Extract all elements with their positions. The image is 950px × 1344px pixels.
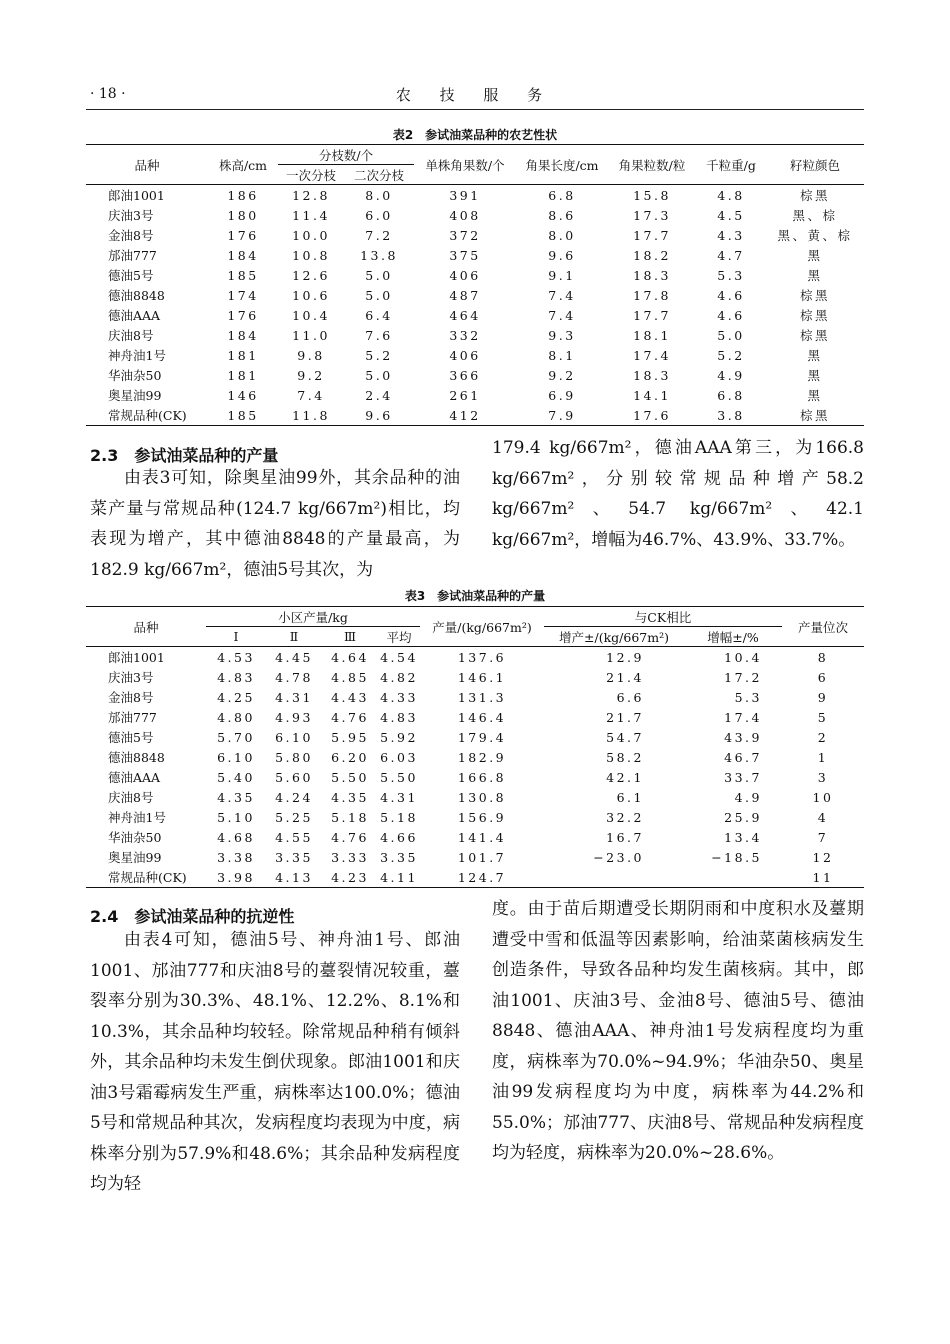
table-cell: 17.3	[633, 207, 671, 223]
table-cell: 25.9	[724, 809, 762, 825]
table-cell: 6	[817, 669, 829, 685]
table-cell: 372	[449, 227, 481, 243]
table-cell: 3	[817, 769, 829, 785]
table-cell: 5.95	[331, 729, 369, 745]
table-cell: 17.7	[633, 227, 671, 243]
t3-h-avg: 平均	[378, 627, 420, 647]
table-cell: 德油AAA	[108, 308, 161, 323]
table-cell: 464	[449, 307, 481, 323]
section-2-4-title: 2.4 参试油菜品种的抗逆性	[90, 907, 295, 926]
table-row	[86, 827, 864, 847]
table-cell: 常规品种(CK)	[108, 870, 187, 885]
table3	[86, 606, 864, 888]
table-cell: 137.6	[457, 649, 507, 665]
table-cell: 176	[227, 307, 259, 323]
table-cell: 5.2	[365, 347, 393, 363]
table-cell: 7	[817, 829, 829, 845]
table-cell: 1	[817, 749, 829, 765]
table-cell: 4.24	[275, 789, 313, 805]
t2-h-color: 籽粒颜色	[766, 145, 864, 185]
table-cell: 3.33	[331, 849, 369, 865]
table-cell	[684, 867, 782, 888]
table-cell: 4.13	[275, 869, 313, 885]
table-cell: 17.2	[724, 669, 762, 685]
table-cell: 146	[227, 387, 259, 403]
table-cell: 德油5号	[108, 730, 154, 745]
table-cell: 185	[227, 407, 259, 423]
table-row	[86, 687, 864, 707]
table-cell: 4.82	[380, 669, 418, 685]
table-cell: 176	[227, 227, 259, 243]
table-cell: 4.45	[275, 649, 313, 665]
table-cell: 9.6	[365, 407, 393, 423]
table-cell: 58.2	[606, 749, 644, 765]
t3-h-rate: 增幅±/%	[684, 627, 782, 647]
table-row	[86, 647, 864, 668]
table-cell: 101.7	[457, 849, 507, 865]
section-2-3-left-text	[90, 463, 460, 585]
table-cell: 6.1	[616, 789, 644, 805]
table-cell: 186	[227, 187, 259, 203]
table-cell: 32.2	[606, 809, 644, 825]
table-cell: 4.43	[331, 689, 369, 705]
table-cell: 5.70	[217, 729, 255, 745]
table-cell: 4.6	[717, 287, 745, 303]
table-cell: 4.23	[331, 869, 369, 885]
table-cell: 德油8848	[108, 288, 165, 303]
t2-h-primary: 一次分枝	[278, 165, 344, 185]
table-cell: 棕黑	[799, 188, 830, 203]
table-cell: 5.80	[275, 749, 313, 765]
paragraph: 由表4可知，德油5号、神舟油1号、郎油1001、邡油777和庆油8号的薹裂情况较重，薹裂率分别为30.3%、48.1%、12.2%、8.1%和10.3%，其余品种均较轻。除常规品种稍有倾斜外，其余品种均未发生倒伏现象。郎油1001和庆油3号霜霉病发生严重，病株率达100.0%；德油5号和常规品种其次，发病程度均表现为中度，病株率分别为57.9%和48.6%；其余品种发病程度均为轻	[90, 930, 460, 1194]
table-cell: 2.4	[365, 387, 393, 403]
table-cell: 406	[449, 267, 481, 283]
table-cell: 261	[449, 387, 481, 403]
table-cell: 7.4	[548, 307, 576, 323]
table-cell: 庆油8号	[108, 328, 154, 343]
table-cell: 14.1	[633, 387, 671, 403]
table-cell: 5.0	[365, 287, 393, 303]
table-cell: 18.3	[633, 367, 671, 383]
t2-h-pods: 单株角果数/个	[414, 145, 516, 185]
table-cell: 7.9	[548, 407, 576, 423]
table-cell: 17.6	[633, 407, 671, 423]
table-cell: 412	[449, 407, 481, 423]
table-cell: 5.40	[217, 769, 255, 785]
table-cell: 4.3	[717, 227, 745, 243]
table-cell: 6.6	[616, 689, 644, 705]
table-cell: 8.0	[548, 227, 576, 243]
table-cell: 18.1	[633, 327, 671, 343]
table-cell: 郎油1001	[108, 188, 165, 203]
table-cell: 487	[449, 287, 481, 303]
table-cell: 7.2	[365, 227, 393, 243]
table-cell: 5.3	[717, 267, 745, 283]
table-cell: 5.50	[331, 769, 369, 785]
table-cell: 4.5	[717, 207, 745, 223]
table-cell: 8.1	[548, 347, 576, 363]
table-cell: 4.80	[217, 709, 255, 725]
table-cell: 11.8	[292, 407, 330, 423]
t2-h-secondary: 二次分枝	[344, 165, 414, 185]
table-cell: 金油8号	[108, 228, 154, 243]
table-cell: 5.18	[380, 809, 418, 825]
table-cell: 180	[227, 207, 259, 223]
table3-caption: 表3 参试油菜品种的产量	[404, 589, 546, 603]
table-cell: 邡油777	[108, 710, 157, 725]
table-cell: 金油8号	[108, 690, 154, 705]
table-row	[86, 365, 864, 385]
table-row	[86, 305, 864, 325]
table-cell: 邡油777	[108, 248, 157, 263]
table-cell: 4.31	[275, 689, 313, 705]
table-cell: 3.98	[217, 869, 255, 885]
section-2-4-right-text	[492, 894, 864, 1169]
table-cell: 华油杂50	[108, 830, 162, 845]
table-row	[86, 345, 864, 365]
table-row	[86, 787, 864, 807]
table-cell: 12.9	[606, 649, 644, 665]
table-cell: 18.2	[633, 247, 671, 263]
table-cell: 8	[817, 649, 829, 665]
table-row	[86, 747, 864, 767]
table-cell: 15.8	[633, 187, 671, 203]
table-row	[86, 205, 864, 225]
table-cell: 庆油8号	[108, 790, 154, 805]
table-cell: 7.4	[548, 287, 576, 303]
table-cell: 4.7	[717, 247, 745, 263]
table-cell: 174	[227, 287, 259, 303]
table-cell: 4.93	[275, 709, 313, 725]
table-cell: 棕黑	[799, 408, 830, 423]
t3-h-r3: Ⅲ	[322, 627, 378, 647]
table-cell: 10.0	[292, 227, 330, 243]
t2-h-variety: 品种	[86, 145, 208, 185]
table-cell: 黑	[807, 388, 823, 403]
t3-h-plot: 小区产量/kg	[206, 607, 420, 627]
table-cell: 12	[812, 849, 834, 865]
section-2-4-left-text	[90, 925, 460, 1200]
table-cell: 17.4	[633, 347, 671, 363]
table-cell: 4.64	[331, 649, 369, 665]
table-cell: 146.4	[457, 709, 507, 725]
t3-h-increase: 增产±/(kg/667m²)	[544, 627, 684, 647]
table-cell: 3.38	[217, 849, 255, 865]
table-row	[86, 707, 864, 727]
table-cell: 130.8	[457, 789, 507, 805]
table-cell: 5.3	[734, 689, 762, 705]
table-cell: 391	[449, 187, 481, 203]
table-cell: −23.0	[593, 849, 644, 865]
table-cell: 9.2	[548, 367, 576, 383]
table-cell: 华油杂50	[108, 368, 162, 383]
table-cell: 12.6	[292, 267, 330, 283]
table-cell: 181	[227, 367, 259, 383]
table-cell: 9.1	[548, 267, 576, 283]
table-cell: 4.25	[217, 689, 255, 705]
table-cell: 郎油1001	[108, 650, 165, 665]
table-cell: 4	[817, 809, 829, 825]
table-row	[86, 265, 864, 285]
t2-h-height: 株高/cm	[208, 145, 278, 185]
section-2-3-title: 2.3 参试油菜品种的产量	[90, 446, 279, 465]
table-cell: 常规品种(CK)	[108, 408, 187, 423]
table-cell: 4.9	[717, 367, 745, 383]
header-rule	[86, 109, 864, 110]
table-cell: 德油5号	[108, 268, 154, 283]
table-cell: 33.7	[724, 769, 762, 785]
table-cell: 124.7	[457, 869, 507, 885]
table-cell: 庆油3号	[108, 670, 154, 685]
table-cell: 9.8	[297, 347, 325, 363]
table-cell: 5.25	[275, 809, 313, 825]
table-cell: 3.35	[275, 849, 313, 865]
table-row	[86, 385, 864, 405]
table-cell: 6.0	[365, 207, 393, 223]
t2-h-weight: 千粒重/g	[696, 145, 766, 185]
table2-caption: 表2 参试油菜品种的农艺性状	[392, 128, 558, 142]
table-cell: 4.68	[217, 829, 255, 845]
table-cell: 黑	[807, 268, 823, 283]
paragraph: 度。由于苗后期遭受长期阴雨和中度积水及薹期遭受中雪和低温等因素影响，给油菜菌核病发生创造条件，导致各品种均发生菌核病。其中，郎油1001、庆油3号、金油8号、德油5号、德油8848、德油AAA、神舟油1号发病程度均为重度，病株率为70.0%~94.9%；华油杂50、奥星油99发病程度均为中度，病株率为44.2%和55.0%；邡油777、庆油8号、常规品种发病程度均为轻度，病株率为20.0%~28.6%。	[492, 899, 864, 1163]
table-cell: 179.4	[457, 729, 507, 745]
table-row	[86, 727, 864, 747]
table-row	[86, 405, 864, 426]
table-cell: 21.4	[606, 669, 644, 685]
t3-h-r1: Ⅰ	[206, 627, 266, 647]
table-cell: 6.4	[365, 307, 393, 323]
table-cell	[544, 867, 684, 888]
table-cell: 6.9	[548, 387, 576, 403]
t2-h-branches: 分枝数/个	[278, 145, 414, 165]
table-cell: 4.35	[217, 789, 255, 805]
t3-h-r2: Ⅱ	[266, 627, 322, 647]
table-cell: 10	[812, 789, 834, 805]
table-row	[86, 867, 864, 888]
table-cell: 8.0	[365, 187, 393, 203]
table-cell: 9	[817, 689, 829, 705]
table-cell: 406	[449, 347, 481, 363]
table-cell: −18.5	[711, 849, 762, 865]
journal-title: 农 技 服 务	[395, 86, 555, 104]
table-cell: 棕黑	[799, 328, 830, 343]
table-row	[86, 807, 864, 827]
table-cell: 6.10	[217, 749, 255, 765]
table2	[86, 144, 864, 426]
table-cell: 9.2	[297, 367, 325, 383]
table-cell: 神舟油1号	[108, 810, 166, 825]
t3-h-rank: 产量位次	[782, 607, 864, 647]
table-row	[86, 285, 864, 305]
table-cell: 54.7	[606, 729, 644, 745]
table-cell: 13.8	[360, 247, 398, 263]
table-cell: 17.4	[724, 709, 762, 725]
table-cell: 7.4	[297, 387, 325, 403]
table-cell: 366	[449, 367, 481, 383]
table-cell: 4.83	[380, 709, 418, 725]
section-2-3-right-text	[492, 433, 864, 555]
table-cell: 375	[449, 247, 481, 263]
table-cell: 黑	[807, 348, 823, 363]
table-cell: 6.8	[548, 187, 576, 203]
table-cell: 4.53	[217, 649, 255, 665]
table-row	[86, 185, 864, 206]
table-cell: 黑	[807, 368, 823, 383]
table-cell: 4.76	[331, 709, 369, 725]
table-cell: 17.7	[633, 307, 671, 323]
table-cell: 43.9	[724, 729, 762, 745]
table-cell: 3.8	[717, 407, 745, 423]
table-cell: 185	[227, 267, 259, 283]
table-cell: 9.6	[548, 247, 576, 263]
table-cell: 141.4	[457, 829, 507, 845]
table-cell: 奥星油99	[108, 850, 162, 865]
table-cell: 42.1	[606, 769, 644, 785]
table-cell: 4.35	[331, 789, 369, 805]
table-cell: 德油AAA	[108, 770, 161, 785]
table-cell: 黑	[807, 248, 823, 263]
table-cell: 4.8	[717, 187, 745, 203]
table-cell: 黑、黄、棕	[777, 228, 853, 243]
t3-h-vsck: 与CK相比	[544, 607, 782, 627]
table-row	[86, 325, 864, 345]
paragraph: 179.4 kg/667m²，德油AAA第三，为166.8 kg/667m²，分别较常规品种增产58.2 kg/667m²、54.7 kg/667m²、42.1 kg/667m²，增幅为46.7%、43.9%、33.7%。	[492, 438, 864, 550]
table-cell: 146.1	[457, 669, 507, 685]
table-cell: 11.4	[292, 207, 330, 223]
table-cell: 庆油3号	[108, 208, 154, 223]
table-cell: 10.4	[724, 649, 762, 665]
table-cell: 4.85	[331, 669, 369, 685]
table-cell: 5.10	[217, 809, 255, 825]
table-cell: 5.2	[717, 347, 745, 363]
t2-h-podlen: 角果长度/cm	[516, 145, 608, 185]
table-cell: 3.35	[380, 849, 418, 865]
table-cell: 8.6	[548, 207, 576, 223]
table-cell: 6.10	[275, 729, 313, 745]
table-cell: 4.83	[217, 669, 255, 685]
table-cell: 16.7	[606, 829, 644, 845]
table-cell: 5.92	[380, 729, 418, 745]
paragraph: 由表3可知，除奥星油99外，其余品种的油菜产量与常规品种(124.7 kg/667m²)相比，均表现为增产，其中德油8848的产量最高，为182.9 kg/667m²，德油5号其次，为	[90, 468, 460, 580]
table-cell: 5.0	[365, 367, 393, 383]
table-cell: 神舟油1号	[108, 348, 166, 363]
table-cell: 6.20	[331, 749, 369, 765]
table-cell: 10.4	[292, 307, 330, 323]
table-cell: 7.6	[365, 327, 393, 343]
table-cell: 13.4	[724, 829, 762, 845]
t3-h-yield: 产量/(kg/667m²)	[420, 607, 544, 647]
table-cell: 4.31	[380, 789, 418, 805]
table-cell: 6.03	[380, 749, 418, 765]
table-cell: 黑、棕	[792, 208, 838, 223]
page-number: · 18 ·	[90, 86, 126, 102]
t2-h-seeds: 角果粒数/粒	[608, 145, 696, 185]
table-cell: 18.3	[633, 267, 671, 283]
table-cell: 棕黑	[799, 288, 830, 303]
table-cell: 181	[227, 347, 259, 363]
table-cell: 4.54	[380, 649, 418, 665]
table-cell: 4.33	[380, 689, 418, 705]
table-row	[86, 667, 864, 687]
table-cell: 332	[449, 327, 481, 343]
table-cell: 10.6	[292, 287, 330, 303]
table-row	[86, 847, 864, 867]
table-cell: 奥星油99	[108, 388, 162, 403]
table-cell: 9.3	[548, 327, 576, 343]
table-cell: 棕黑	[799, 308, 830, 323]
table-cell: 4.9	[734, 789, 762, 805]
table-cell: 4.6	[717, 307, 745, 323]
table-cell: 17.8	[633, 287, 671, 303]
table-cell: 5.50	[380, 769, 418, 785]
table-cell: 5.0	[365, 267, 393, 283]
table-cell: 184	[227, 247, 259, 263]
table-cell: 6.8	[717, 387, 745, 403]
table-cell: 46.7	[724, 749, 762, 765]
table-cell: 5.18	[331, 809, 369, 825]
table-cell: 10.8	[292, 247, 330, 263]
table-cell: 11.0	[292, 327, 330, 343]
table-cell: 4.76	[331, 829, 369, 845]
table-cell: 4.11	[380, 869, 418, 885]
table-row	[86, 225, 864, 245]
table-row	[86, 767, 864, 787]
table-cell: 5	[817, 709, 829, 725]
table-cell: 156.9	[457, 809, 507, 825]
table-cell: 4.66	[380, 829, 418, 845]
table-row	[86, 245, 864, 265]
table-cell: 184	[227, 327, 259, 343]
t3-h-variety: 品种	[86, 607, 206, 647]
table-cell: 5.60	[275, 769, 313, 785]
table-cell: 德油8848	[108, 750, 165, 765]
table-cell: 182.9	[457, 749, 507, 765]
table-cell: 408	[449, 207, 481, 223]
table-cell: 11	[812, 869, 834, 885]
table-cell: 21.7	[606, 709, 644, 725]
table-cell: 131.3	[457, 689, 507, 705]
table-cell: 4.55	[275, 829, 313, 845]
table-cell: 166.8	[457, 769, 507, 785]
table-cell: 4.78	[275, 669, 313, 685]
table-cell: 5.0	[717, 327, 745, 343]
table-cell: 2	[817, 729, 829, 745]
table-cell: 12.8	[292, 187, 330, 203]
